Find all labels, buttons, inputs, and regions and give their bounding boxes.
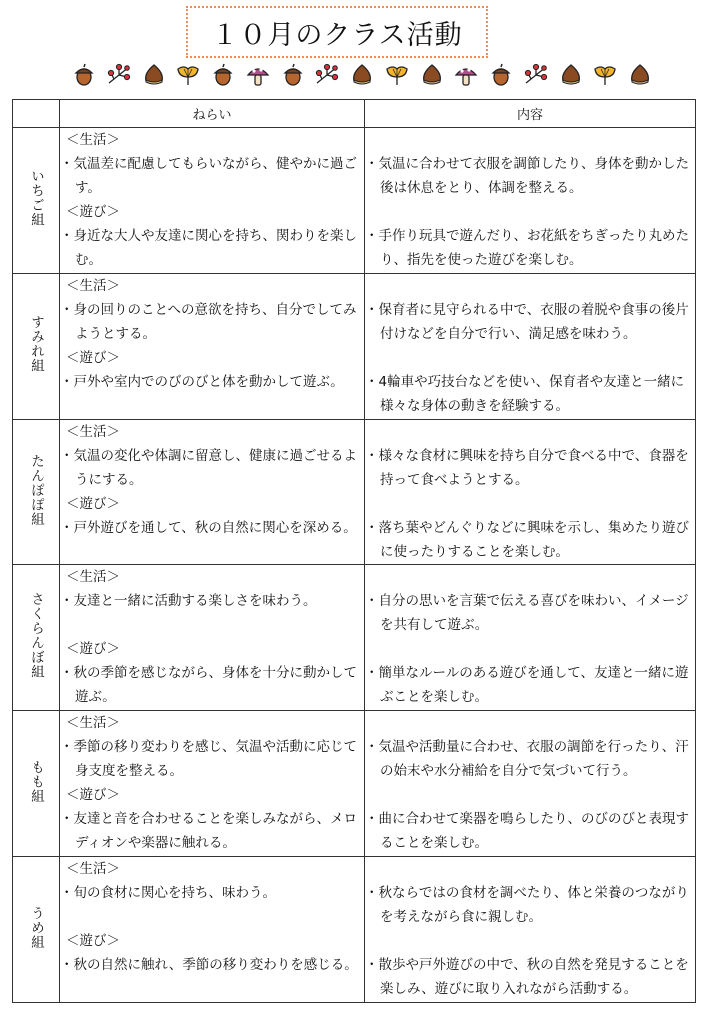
content-play-text: ・散歩や戸外遊びの中で、秋の自然を発見することを楽しみ、遊びに取り入れながら活動する。 xyxy=(365,957,689,998)
content-life-text: ・気温に合わせて衣服を調節したり、身体を動かした後は休息をとり、体調を整える。 xyxy=(365,156,689,196)
class-name: たんぽぽ組 xyxy=(28,453,44,527)
class-name: すみれ組 xyxy=(28,315,44,374)
aims-cell xyxy=(60,711,365,857)
content-cell xyxy=(365,128,696,274)
berry-sprig-icon xyxy=(107,63,131,87)
class-activity-table xyxy=(12,99,696,1003)
class-row xyxy=(13,273,696,419)
ginkgo-leaf-icon xyxy=(385,63,409,87)
aims-cell xyxy=(60,419,365,565)
aims-life-text: ・友達と一緒に活動する楽しさを味わう。 xyxy=(60,593,317,610)
aims-life-text: ・気温差に配慮してもらいながら、健やかに過ごす。 xyxy=(60,156,357,196)
content-play-text: ・手作り玩具で遊んだり、お花紙をちぎったり丸めたり、指先を使った遊びを楽しむ。 xyxy=(365,228,689,268)
acorn-icon xyxy=(281,63,305,87)
aims-play-text: ・友達と音を合わせることを楽しみながら、メロディオンや楽器に触れる。 xyxy=(60,811,357,852)
class-name: いちご組 xyxy=(28,169,44,228)
ginkgo-leaf-icon xyxy=(593,63,617,87)
class-row xyxy=(13,857,696,1003)
play-label: ＜遊び＞ xyxy=(66,787,120,804)
header-content: 内容 xyxy=(365,100,696,128)
aims-life-text: ・身の回りのことへの意欲を持ち、自分でしてみようとする。 xyxy=(60,301,357,342)
class-name: うめ組 xyxy=(28,905,44,950)
life-label: ＜生活＞ xyxy=(66,569,120,586)
aims-play-text: ・戸外や室内でのびのびと体を動かして遊ぶ。 xyxy=(60,373,344,390)
play-label: ＜遊び＞ xyxy=(66,933,120,950)
aims-cell xyxy=(60,128,365,274)
content-life-text: ・様々な食材に興味を持ち自分で食べる中で、食器を持って食べようとする。 xyxy=(365,447,689,488)
content-cell xyxy=(365,711,696,857)
berry-sprig-icon xyxy=(315,63,339,87)
class-name: もも組 xyxy=(28,759,44,804)
class-name: さくらんぼ組 xyxy=(28,592,44,680)
class-name-cell xyxy=(13,857,60,1003)
mushroom-icon xyxy=(454,63,478,87)
life-label: ＜生活＞ xyxy=(66,423,120,440)
chestnut-icon xyxy=(350,63,374,87)
content-play-text: ・簡単なルールのある遊びを通して、友達と一緒に遊ぶことを楽しむ。 xyxy=(365,665,689,706)
class-row xyxy=(13,128,696,274)
chestnut-icon xyxy=(420,63,444,87)
content-cell xyxy=(365,273,696,419)
play-label: ＜遊び＞ xyxy=(66,495,120,512)
aims-cell xyxy=(60,565,365,711)
header-aims: ねらい xyxy=(60,100,365,128)
life-label: ＜生活＞ xyxy=(66,715,120,732)
aims-cell xyxy=(60,273,365,419)
aims-life-text: ・気温の変化や体調に留意し、健康に過ごせるようにする。 xyxy=(60,447,357,488)
page-title: １０月のクラス活動 xyxy=(186,6,488,58)
acorn-icon xyxy=(489,63,513,87)
play-label: ＜遊び＞ xyxy=(66,349,120,366)
table-header-row xyxy=(13,100,696,128)
play-label: ＜遊び＞ xyxy=(66,204,120,220)
life-label: ＜生活＞ xyxy=(66,861,120,878)
class-row xyxy=(13,711,696,857)
aims-life-text: ・旬の食材に関心を持ち、味わう。 xyxy=(60,885,276,902)
content-cell xyxy=(365,857,696,1003)
class-row xyxy=(13,565,696,711)
content-life-text: ・自分の思いを言葉で伝える喜びを味わい、イメージを共有して遊ぶ。 xyxy=(365,593,689,634)
life-label: ＜生活＞ xyxy=(66,277,120,294)
chestnut-icon xyxy=(142,63,166,87)
class-name-cell xyxy=(13,273,60,419)
content-life-text: ・気温や活動量に合わせ、衣服の調節を行ったり、汗の始末や水分補給を自分で気づいて行う。 xyxy=(365,739,689,780)
header-class-cell xyxy=(13,100,60,128)
content-life-text: ・保育者に見守られる中で、衣服の着脱や食事の後片付けなどを自分で行い、満足感を味わう。 xyxy=(365,301,689,342)
autumn-decoration-row xyxy=(72,62,652,88)
class-name-cell xyxy=(13,565,60,711)
life-label: ＜生活＞ xyxy=(66,132,120,148)
chestnut-icon xyxy=(628,63,652,87)
content-cell xyxy=(365,419,696,565)
play-label: ＜遊び＞ xyxy=(66,641,120,658)
chestnut-icon xyxy=(559,63,583,87)
berry-sprig-icon xyxy=(524,63,548,87)
acorn-icon xyxy=(211,63,235,87)
aims-play-text: ・秋の自然に触れ、季節の移り変わりを感じる。 xyxy=(60,957,358,974)
mushroom-icon xyxy=(246,63,270,87)
class-row xyxy=(13,419,696,565)
acorn-icon xyxy=(72,63,96,87)
aims-play-text: ・身近な大人や友達に関心を持ち、関わりを楽しむ。 xyxy=(60,228,357,268)
content-cell xyxy=(365,565,696,711)
ginkgo-leaf-icon xyxy=(176,63,200,87)
class-name-cell xyxy=(13,419,60,565)
content-life-text: ・秋ならではの食材を調べたり、体と栄養のつながりを考えながら食に親しむ。 xyxy=(365,885,689,926)
aims-play-text: ・秋の季節を感じながら、身体を十分に動かして遊ぶ。 xyxy=(60,665,357,706)
aims-life-text: ・季節の移り変わりを感じ、気温や活動に応じて身支度を整える。 xyxy=(60,739,357,780)
aims-play-text: ・戸外遊びを通して、秋の自然に関心を深める。 xyxy=(60,519,357,536)
aims-cell xyxy=(60,857,365,1003)
class-name-cell xyxy=(13,128,60,274)
content-play-text: ・曲に合わせて楽器を鳴らしたり、のびのびと表現することを楽しむ。 xyxy=(365,811,689,852)
content-play-text: ・落ち葉やどんぐりなどに興味を示し、集めたり遊びに使ったりすることを楽しむ。 xyxy=(365,519,689,560)
content-play-text: ・4輪車や巧技台などを使い、保育者や友達と一緒に様々な身体の動きを経験する。 xyxy=(365,373,685,414)
class-name-cell xyxy=(13,711,60,857)
